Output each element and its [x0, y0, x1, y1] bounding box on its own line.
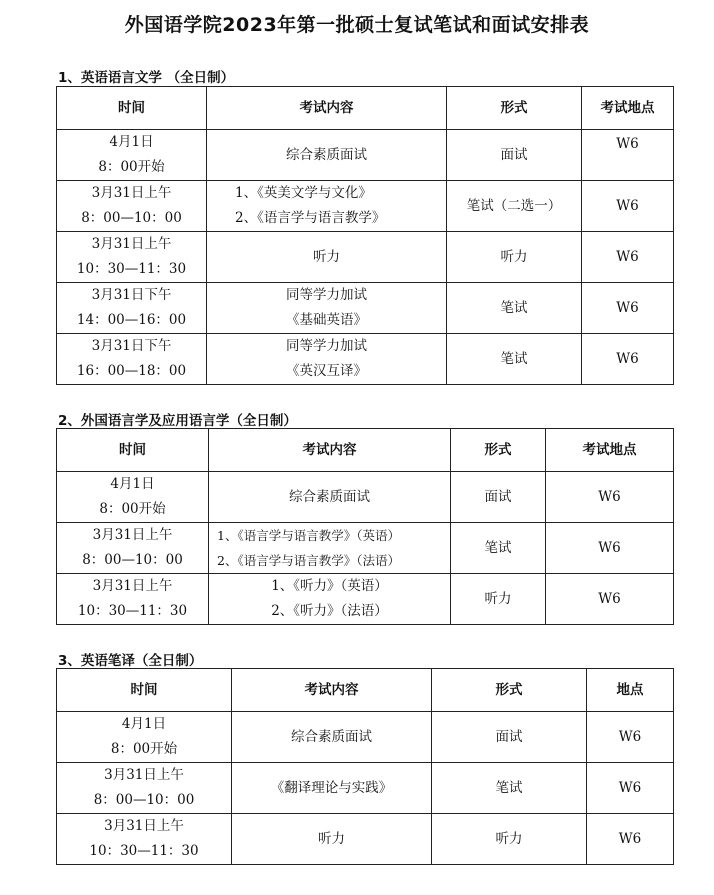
table-header-row	[57, 669, 674, 712]
time-date: 3月31日上午	[92, 578, 173, 594]
time-cell	[57, 130, 207, 181]
time-range: 10：30—11：30	[89, 843, 199, 859]
place-cell: W6	[587, 814, 674, 865]
section-2-table	[56, 428, 674, 625]
form-cell: 面试	[432, 712, 587, 763]
form-cell: 笔试	[447, 334, 582, 385]
table-row	[57, 472, 674, 523]
section-3-table	[56, 668, 674, 865]
content-cell: 综合素质面试	[207, 130, 447, 181]
time-range: 8：00—10：00	[93, 792, 195, 808]
header-time: 时间	[57, 87, 207, 130]
form-cell: 笔试	[432, 763, 587, 814]
form-cell: 面试	[451, 472, 546, 523]
time-range: 10：30—11：30	[77, 603, 188, 619]
time-date: 3月31日上午	[92, 527, 173, 543]
time-range: 10：30—11：30	[76, 261, 187, 277]
content-line: 《英汉互译》	[286, 363, 367, 379]
time-range: 8：00—10：00	[81, 210, 182, 226]
time-date: 3月31日上午	[104, 767, 184, 783]
time-range: 8：00—10：00	[82, 552, 183, 568]
header-content: 考试内容	[207, 87, 447, 130]
content-line: 1、《语言学与语言教学》（英语）	[217, 528, 400, 543]
content-cell	[209, 574, 451, 625]
place-cell: W6	[546, 523, 674, 574]
content-cell: 《翻译理论与实践》	[232, 763, 432, 814]
content-line: 1、《听力》（英语）	[271, 578, 388, 594]
time-cell	[57, 283, 207, 334]
content-line: 2、《听力》（法语）	[271, 603, 388, 619]
time-cell	[57, 712, 232, 763]
content-cell	[207, 181, 447, 232]
time-cell	[57, 181, 207, 232]
form-cell: 面试	[447, 130, 582, 181]
time-cell	[57, 472, 209, 523]
form-cell: 听力	[447, 232, 582, 283]
section-2-heading: 2、外国语言学及应用语言学（全日制）	[58, 413, 297, 429]
page-title: 外国语学院2023年第一批硕士复试笔试和面试安排表	[124, 14, 590, 36]
content-cell: 综合素质面试	[232, 712, 432, 763]
time-cell	[57, 232, 207, 283]
table-row	[57, 523, 674, 574]
time-cell	[57, 523, 209, 574]
place-cell: W6	[582, 130, 674, 181]
table-row	[57, 763, 674, 814]
section-3-heading: 3、英语笔译（全日制）	[58, 653, 203, 669]
time-cell	[57, 574, 209, 625]
place-cell: W6	[582, 232, 674, 283]
header-form: 形式	[451, 429, 546, 472]
table-row	[57, 574, 674, 625]
time-date: 4月1日	[121, 716, 167, 732]
time-cell	[57, 334, 207, 385]
place-cell: W6	[546, 574, 674, 625]
header-content: 考试内容	[232, 669, 432, 712]
form-cell: 笔试（二选一）	[447, 181, 582, 232]
form-cell: 听力	[451, 574, 546, 625]
header-place: 考试地点	[582, 87, 674, 130]
content-cell	[207, 334, 447, 385]
section-1-heading: 1、英语语言文学 （全日制）	[58, 70, 235, 86]
content-line: 1、《英美文学与文化》	[235, 185, 372, 201]
time-date: 4月1日	[110, 476, 155, 492]
table-row	[57, 814, 674, 865]
time-range: 8：00开始	[98, 159, 165, 175]
table-row	[57, 712, 674, 763]
header-content: 考试内容	[209, 429, 451, 472]
content-line: 2、《语言学与语言教学》	[235, 210, 386, 226]
content-line: 同等学力加试	[286, 338, 367, 354]
content-cell: 综合素质面试	[209, 472, 451, 523]
content-cell	[209, 523, 451, 574]
time-cell	[57, 814, 232, 865]
place-cell: W6	[582, 334, 674, 385]
section-1-table	[56, 86, 674, 385]
time-date: 3月31日上午	[104, 818, 184, 834]
table-header-row	[57, 429, 674, 472]
content-cell	[207, 283, 447, 334]
content-line: 《基础英语》	[286, 312, 367, 328]
content-line: 同等学力加试	[286, 287, 367, 303]
table-row	[57, 232, 674, 283]
header-form: 形式	[447, 87, 582, 130]
table-row	[57, 283, 674, 334]
time-range: 8：00开始	[99, 501, 166, 517]
time-date: 3月31日上午	[91, 236, 172, 252]
content-line: 2、《语言学与语言教学》（法语）	[217, 553, 400, 568]
table-row	[57, 181, 674, 232]
header-form: 形式	[432, 669, 587, 712]
time-range: 14：00—16：00	[76, 312, 187, 328]
header-time: 时间	[57, 429, 209, 472]
form-cell: 听力	[432, 814, 587, 865]
form-cell: 笔试	[451, 523, 546, 574]
time-date: 3月31日下午	[91, 338, 172, 354]
place-cell: W6	[546, 472, 674, 523]
time-date: 4月1日	[109, 134, 154, 150]
place-cell: W6	[587, 712, 674, 763]
place-cell: W6	[582, 283, 674, 334]
place-cell: W6	[587, 763, 674, 814]
content-cell: 听力	[207, 232, 447, 283]
time-cell	[57, 763, 232, 814]
time-range: 8：00开始	[110, 741, 178, 757]
place-cell: W6	[582, 181, 674, 232]
time-date: 3月31日上午	[91, 185, 172, 201]
header-place: 地点	[587, 669, 674, 712]
content-cell: 听力	[232, 814, 432, 865]
form-cell: 笔试	[447, 283, 582, 334]
table-row	[57, 130, 674, 181]
header-place: 考试地点	[546, 429, 674, 472]
header-time: 时间	[57, 669, 232, 712]
table-header-row	[57, 87, 674, 130]
time-range: 16：00—18：00	[76, 363, 187, 379]
table-row	[57, 334, 674, 385]
time-date: 3月31日下午	[91, 287, 172, 303]
